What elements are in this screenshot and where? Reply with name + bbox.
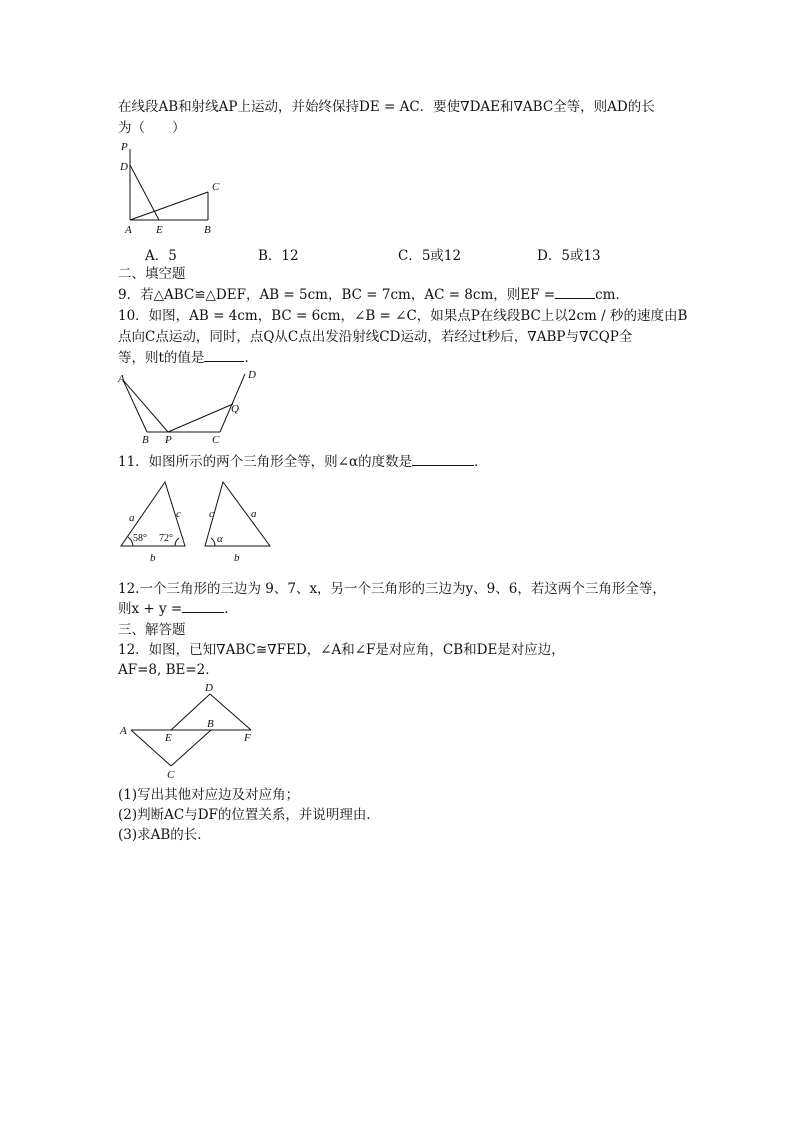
q11-blank bbox=[412, 453, 474, 466]
q10-label-b: B bbox=[142, 434, 149, 446]
q10-blank bbox=[204, 349, 244, 362]
q11-label-b1: b bbox=[150, 552, 156, 564]
q11-text bbox=[118, 453, 488, 471]
q11-label-a1: a bbox=[129, 512, 135, 524]
q12b-label-b: B bbox=[207, 718, 214, 730]
section2-title: 二、填空题 bbox=[118, 266, 186, 282]
q11-label-c1: c bbox=[176, 508, 181, 520]
q11-figure bbox=[115, 475, 275, 565]
q10-label-q: Q bbox=[231, 403, 239, 415]
q8-text-line2: 为（ ） bbox=[118, 120, 186, 136]
q10-label-d: D bbox=[248, 369, 256, 381]
q12b-sub1: (1)写出其他对应边及对应角； bbox=[118, 787, 300, 803]
q8-label-b: B bbox=[204, 224, 211, 236]
q12a-blank bbox=[182, 600, 224, 613]
q8-option-d: D．5或13 bbox=[537, 248, 601, 264]
q8-label-c: C bbox=[212, 181, 220, 193]
q12b-label-a: A bbox=[120, 725, 127, 737]
q11-label-alpha: α bbox=[217, 533, 223, 545]
q11-label-b2: b bbox=[234, 552, 240, 564]
q10-text-line1: 10．如图，AB = 4cm，BC = 6cm，∠B = ∠C，如果点P在线段BC上以2cm / 秒的速度由B bbox=[118, 308, 688, 324]
q12a-end: ． bbox=[224, 601, 238, 617]
q8-text-line1: 在线段AB和射线AP上运动，并始终保持DE = AC．要使∇DAE和∇ABC全等，则AD的长 bbox=[118, 99, 655, 115]
q12a-text-line2 bbox=[118, 600, 238, 618]
q9-blank bbox=[555, 286, 595, 299]
q12b-text-line1: 12．如图，已知∇ABC≅∇FED，∠A和∠F是对应角，CB和DE是对应边， bbox=[118, 642, 565, 658]
q8-option-c: C．5或12 bbox=[398, 248, 462, 264]
q8-figure bbox=[115, 140, 225, 240]
q10-stem: 等，则t的值是 bbox=[118, 350, 205, 366]
q10-label-a: A bbox=[118, 373, 125, 385]
q11-angle-72: 72° bbox=[159, 533, 173, 544]
q10-end: ． bbox=[244, 350, 258, 366]
q10-label-p: P bbox=[165, 434, 172, 446]
q12b-sub3: (3)求AB的长． bbox=[118, 827, 211, 843]
q10-text-line3 bbox=[118, 349, 258, 367]
q11-label-a2: a bbox=[251, 508, 257, 520]
q8-label-a: A bbox=[125, 224, 132, 236]
q12b-label-f: F bbox=[244, 732, 251, 744]
q11-label-c2: c bbox=[209, 508, 214, 520]
q9-text bbox=[118, 286, 629, 304]
q9-unit: cm． bbox=[595, 287, 629, 303]
q12b-figure bbox=[115, 680, 265, 780]
q11-stem: 11．如图所示的两个三角形全等，则∠α的度数是 bbox=[118, 454, 413, 470]
q10-figure bbox=[115, 368, 265, 448]
q8-option-b: B．12 bbox=[258, 248, 299, 264]
q12b-text-line2: AF=8, BE=2． bbox=[118, 662, 219, 678]
q11-angle-58: 58° bbox=[133, 533, 147, 544]
q11-end: ． bbox=[474, 454, 488, 470]
q10-text-line2: 点向C点运动，同时，点Q从C点出发沿射线CD运动，若经过t秒后，∇ABP与∇CQP全 bbox=[118, 329, 633, 345]
q12a-text-line1: 12.一个三角形的三边为 9、7、x，另一个三角形的三边为y、9、6，若这两个三角形全等， bbox=[118, 581, 666, 597]
q12b-label-c: C bbox=[167, 769, 175, 781]
q8-label-e: E bbox=[156, 224, 163, 236]
q12b-label-e: E bbox=[165, 732, 172, 744]
q12a-stem: 则x + y = bbox=[118, 601, 183, 617]
q8-label-p: P bbox=[121, 141, 128, 153]
q12b-label-d: D bbox=[205, 682, 213, 694]
q8-label-d: D bbox=[120, 161, 128, 173]
q10-label-c: C bbox=[212, 434, 220, 446]
q9-stem: 9．若△ABC≌△DEF，AB = 5cm，BC = 7cm，AC = 8cm，则EF = bbox=[118, 287, 556, 303]
section3-title: 三、解答题 bbox=[118, 622, 186, 638]
q12b-sub2: (2)判断AC与DF的位置关系，并说明理由． bbox=[118, 807, 380, 823]
q8-option-a: A．5 bbox=[145, 248, 177, 264]
